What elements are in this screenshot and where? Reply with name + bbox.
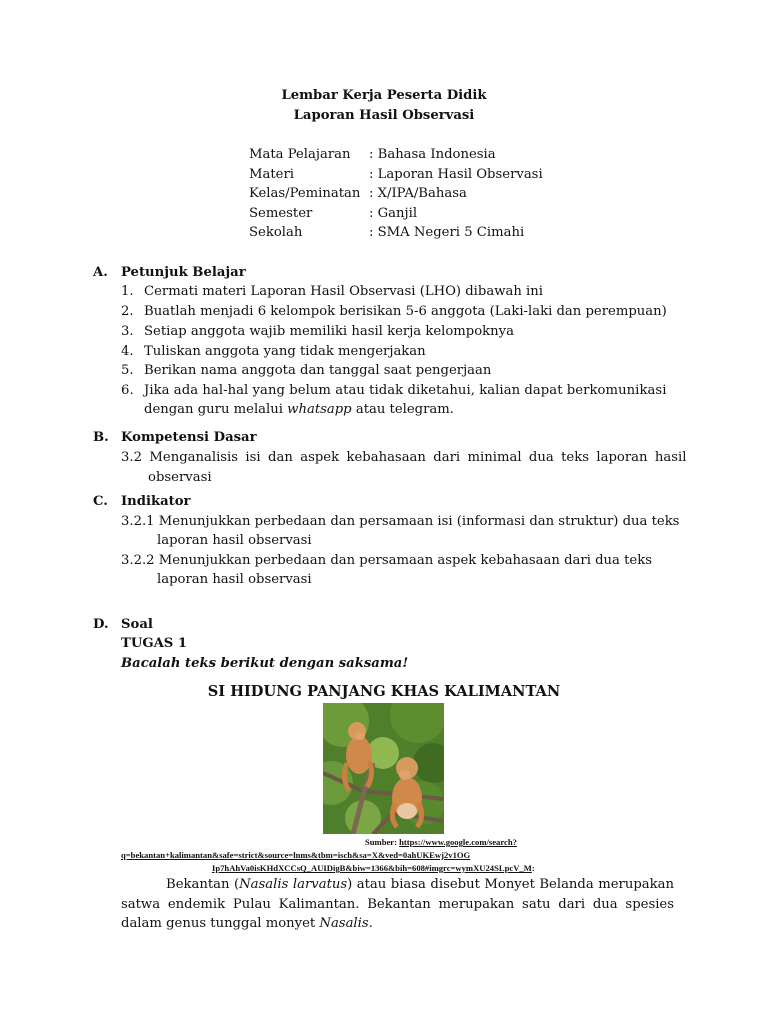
meta-key: Materi bbox=[249, 167, 294, 182]
task-instruction: Bacalah teks berikut dengan saksama! bbox=[121, 656, 409, 671]
section-c-heading: C. Indikator bbox=[93, 494, 191, 509]
meta-row-class bbox=[249, 184, 669, 204]
source-link[interactable]: Ip7hAhVa0isKHdXCCsQ_AUIDigB&biw=1366&bih=608#imgrc=wymXU24SLpcV_M bbox=[212, 863, 532, 873]
competency-item-continuation: observasi bbox=[148, 470, 212, 485]
list-item: 6. Jika ada hal-hal yang belum atau tidak diketahui, kalian dapat berkomunikasi bbox=[121, 383, 667, 398]
meta-row-material bbox=[249, 165, 669, 185]
image-source-line3: Ip7hAhVa0isKHdXCCsQ_AUIDigB&biw=1366&bih=608#imgrc=wymXU24SLpcV_M: bbox=[212, 863, 535, 873]
list-item: 3. Setiap anggota wajib memiliki hasil kerja kelompoknya bbox=[121, 324, 514, 339]
meta-value: : SMA Negeri 5 Cimahi bbox=[369, 225, 525, 240]
source-link[interactable]: https://www.google.com/search? bbox=[399, 837, 517, 847]
meta-value: : Bahasa Indonesia bbox=[369, 147, 496, 162]
doc-title: Lembar Kerja Peserta Didik bbox=[281, 88, 487, 103]
meta-row-semester bbox=[249, 204, 669, 224]
article-paragraph: Bekantan (Nasalis larvatus) atau biasa disebut Monyet Belanda merupakan satwa endemik Pulau Kalimantan. Bekantan merupakan satu dari dua spesies dalam genus tunggal monyet Nasalis. bbox=[121, 877, 674, 932]
proboscis-monkey-photo bbox=[323, 703, 444, 834]
source-link[interactable]: q=bekantan+kalimantan&safe=strict&source=lnms&tbm=isch&sa=X&ved=0ahUKEwj2v1OG bbox=[121, 850, 471, 860]
meta-value: : Ganjil bbox=[369, 206, 418, 221]
indicator-item: 3.2.1 Menunjukkan perbedaan dan persamaan isi (informasi dan struktur) dua teks bbox=[121, 514, 680, 529]
section-a-heading: A. Petunjuk Belajar bbox=[93, 265, 246, 280]
section-d-heading: D. Soal bbox=[93, 617, 153, 632]
list-item: 5. Berikan nama anggota dan tanggal saat pengerjaan bbox=[121, 363, 492, 378]
list-item: 2. Buatlah menjadi 6 kelompok berisikan 5-6 anggota (Laki-laki dan perempuan) bbox=[121, 304, 667, 319]
indicator-item-continuation: laporan hasil observasi bbox=[157, 572, 312, 587]
list-item: 4. Tuliskan anggota yang tidak mengerjakan bbox=[121, 344, 426, 359]
list-item: 1. Cermati materi Laporan Hasil Observasi (LHO) dibawah ini bbox=[121, 284, 543, 299]
section-b-heading: B. Kompetensi Dasar bbox=[93, 430, 257, 445]
task-label: TUGAS 1 bbox=[121, 636, 188, 651]
meta-key: Mata Pelajaran bbox=[249, 147, 351, 162]
list-item-continuation: dengan guru melalui whatsapp atau telegram. bbox=[144, 402, 454, 417]
doc-subtitle: Laporan Hasil Observasi bbox=[293, 108, 475, 123]
meta-value: : X/IPA/Bahasa bbox=[369, 186, 467, 201]
indicator-item: 3.2.2 Menunjukkan perbedaan dan persamaan aspek kebahasaan dari dua teks bbox=[121, 553, 652, 568]
meta-row-school bbox=[249, 223, 669, 243]
meta-value: : Laporan Hasil Observasi bbox=[369, 167, 543, 182]
meta-key: Kelas/Peminatan bbox=[249, 186, 361, 201]
meta-key: Semester bbox=[249, 206, 313, 221]
monkey-illustration bbox=[323, 703, 444, 834]
image-source-line2 bbox=[121, 849, 470, 861]
meta-row-subject bbox=[249, 145, 669, 165]
article-title: SI HIDUNG PANJANG KHAS KALIMANTAN bbox=[207, 683, 561, 700]
competency-item: 3.2 Menganalisis isi dan aspek kebahasaan dari minimal dua teks laporan hasil bbox=[121, 450, 687, 465]
indicator-item-continuation: laporan hasil observasi bbox=[157, 533, 312, 548]
image-source-line1: Sumber: https://www.google.com/search? bbox=[365, 837, 517, 847]
meta-key: Sekolah bbox=[249, 225, 303, 240]
